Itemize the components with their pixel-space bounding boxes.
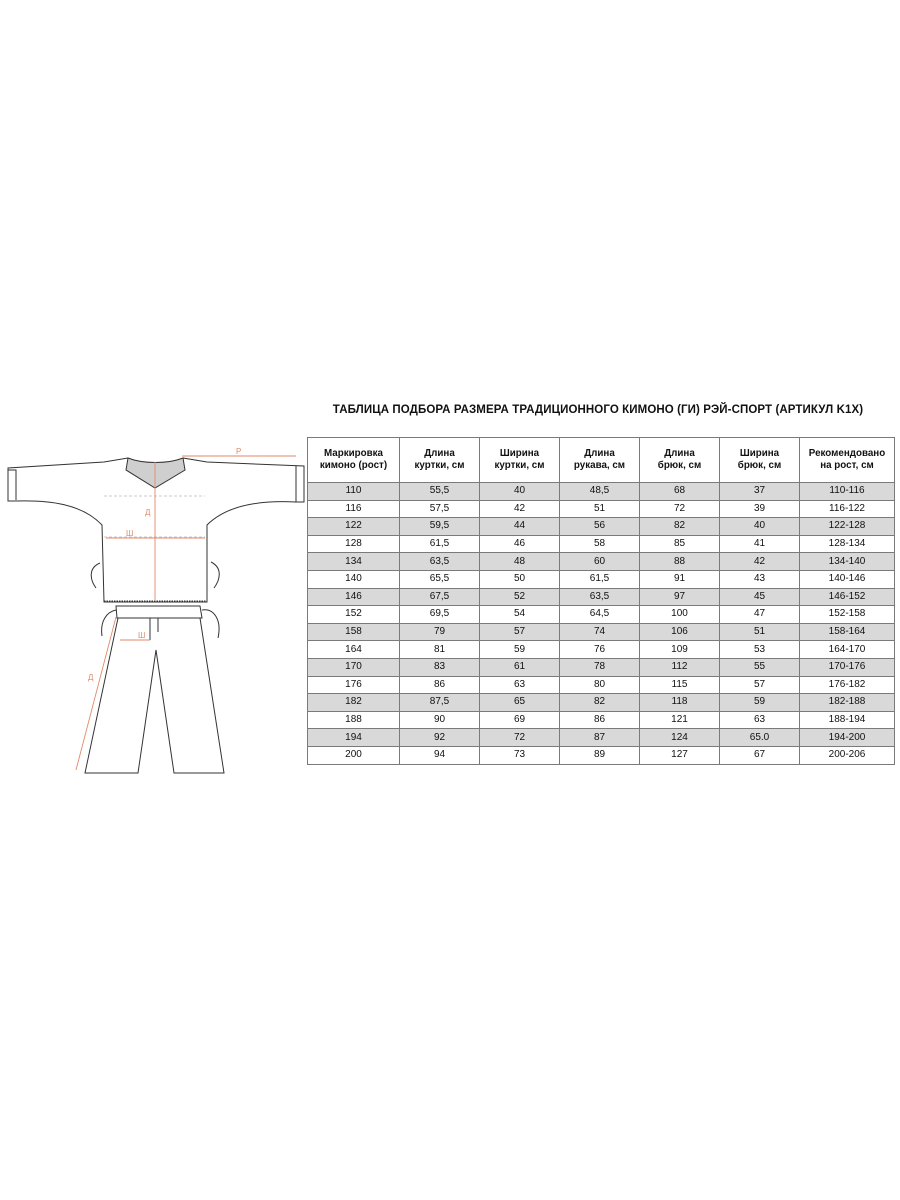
table-cell: 88 — [640, 553, 720, 571]
table-cell: 80 — [560, 676, 640, 694]
sleeve-dimension-label: Р — [236, 447, 242, 456]
table-cell: 87 — [560, 729, 640, 747]
column-header — [400, 438, 480, 483]
table-cell: 81 — [400, 641, 480, 659]
column-header-line: брюк, см — [657, 460, 702, 471]
table-cell: 200-206 — [800, 746, 895, 764]
column-header-line: Рекомендовано — [808, 448, 886, 459]
table-cell: 45 — [720, 588, 800, 606]
table-cell: 55 — [720, 658, 800, 676]
table-cell: 43 — [720, 570, 800, 588]
table-cell: 40 — [720, 518, 800, 536]
table-cell: 158-164 — [800, 623, 895, 641]
table-cell: 76 — [560, 641, 640, 659]
table-row — [308, 623, 895, 641]
table-cell: 65.0 — [720, 729, 800, 747]
table-cell: 63 — [480, 676, 560, 694]
table-cell: 78 — [560, 658, 640, 676]
table-cell: 90 — [400, 711, 480, 729]
table-cell: 188-194 — [800, 711, 895, 729]
table-cell: 85 — [640, 535, 720, 553]
table-cell: 176-182 — [800, 676, 895, 694]
table-cell: 61,5 — [560, 570, 640, 588]
column-header — [560, 438, 640, 483]
table-cell: 51 — [720, 623, 800, 641]
column-header-line: куртки, см — [494, 460, 545, 471]
size-table-body — [308, 483, 895, 765]
table-cell: 194-200 — [800, 729, 895, 747]
table-cell: 182-188 — [800, 694, 895, 712]
table-cell: 48 — [480, 553, 560, 571]
table-cell: 124 — [640, 729, 720, 747]
table-cell: 63,5 — [560, 588, 640, 606]
table-cell: 68 — [640, 483, 720, 501]
table-cell: 89 — [560, 746, 640, 764]
pants-length-label: Д — [88, 673, 94, 682]
table-cell: 127 — [640, 746, 720, 764]
table-row — [308, 729, 895, 747]
table-cell: 134-140 — [800, 553, 895, 571]
table-cell: 63 — [720, 711, 800, 729]
table-cell: 109 — [640, 641, 720, 659]
table-cell: 63,5 — [400, 553, 480, 571]
table-cell: 56 — [560, 518, 640, 536]
column-header-line: Маркировка — [324, 448, 383, 459]
table-row — [308, 518, 895, 536]
table-cell: 40 — [480, 483, 560, 501]
column-header-line: Длина — [664, 448, 695, 459]
table-cell: 47 — [720, 606, 800, 624]
table-cell: 57,5 — [400, 500, 480, 518]
table-cell: 188 — [308, 711, 400, 729]
table-cell: 194 — [308, 729, 400, 747]
table-cell: 87,5 — [400, 694, 480, 712]
table-cell: 61 — [480, 658, 560, 676]
table-cell: 65,5 — [400, 570, 480, 588]
table-cell: 134 — [308, 553, 400, 571]
table-cell: 74 — [560, 623, 640, 641]
table-cell: 115 — [640, 676, 720, 694]
column-header-line: на рост, см — [820, 460, 874, 471]
table-cell: 41 — [720, 535, 800, 553]
table-cell: 52 — [480, 588, 560, 606]
table-cell: 59 — [720, 694, 800, 712]
table-cell: 48,5 — [560, 483, 640, 501]
column-header-line: брюк, см — [737, 460, 782, 471]
table-cell: 67,5 — [400, 588, 480, 606]
table-cell: 60 — [560, 553, 640, 571]
page-title: ТАБЛИЦА ПОДБОРА РАЗМЕРА ТРАДИЦИОННОГО КИМОНО (ГИ) РЭЙ-СПОРТ (АРТИКУЛ K1X) — [332, 404, 864, 416]
table-cell: 39 — [720, 500, 800, 518]
table-cell: 116-122 — [800, 500, 895, 518]
table-row — [308, 676, 895, 694]
column-header-line: куртки, см — [414, 460, 465, 471]
table-row — [308, 500, 895, 518]
table-cell: 55,5 — [400, 483, 480, 501]
table-cell: 128 — [308, 535, 400, 553]
table-cell: 158 — [308, 623, 400, 641]
column-header — [800, 438, 895, 483]
table-cell: 146-152 — [800, 588, 895, 606]
table-cell: 50 — [480, 570, 560, 588]
table-cell: 121 — [640, 711, 720, 729]
column-header-line: Длина — [424, 448, 455, 459]
table-cell: 79 — [400, 623, 480, 641]
column-header-line: рукава, см — [573, 460, 626, 471]
table-row — [308, 553, 895, 571]
table-cell: 170-176 — [800, 658, 895, 676]
table-cell: 146 — [308, 588, 400, 606]
table-row — [308, 483, 895, 501]
table-cell: 110 — [308, 483, 400, 501]
table-cell: 72 — [640, 500, 720, 518]
table-cell: 42 — [720, 553, 800, 571]
table-cell: 82 — [640, 518, 720, 536]
table-cell: 122 — [308, 518, 400, 536]
table-cell: 86 — [560, 711, 640, 729]
jacket-length-label: Д — [145, 508, 151, 517]
table-row — [308, 694, 895, 712]
table-cell: 64,5 — [560, 606, 640, 624]
table-cell: 58 — [560, 535, 640, 553]
table-cell: 69 — [480, 711, 560, 729]
table-cell: 182 — [308, 694, 400, 712]
table-row — [308, 570, 895, 588]
table-cell: 57 — [720, 676, 800, 694]
column-header-line: Ширина — [739, 448, 780, 459]
column-header — [720, 438, 800, 483]
column-header-line: Ширина — [499, 448, 540, 459]
table-row — [308, 746, 895, 764]
column-header-line: кимоно (рост) — [319, 460, 388, 471]
table-cell: 112 — [640, 658, 720, 676]
size-table — [307, 437, 895, 765]
table-cell: 128-134 — [800, 535, 895, 553]
table-cell: 44 — [480, 518, 560, 536]
pants-width-label: Ш — [138, 631, 146, 640]
table-cell: 51 — [560, 500, 640, 518]
table-cell: 82 — [560, 694, 640, 712]
table-cell: 46 — [480, 535, 560, 553]
kimono-diagram — [0, 440, 310, 790]
table-row — [308, 641, 895, 659]
table-cell: 72 — [480, 729, 560, 747]
column-header — [480, 438, 560, 483]
table-cell: 122-128 — [800, 518, 895, 536]
table-cell: 91 — [640, 570, 720, 588]
table-cell: 61,5 — [400, 535, 480, 553]
table-cell: 53 — [720, 641, 800, 659]
table-cell: 73 — [480, 746, 560, 764]
table-cell: 140-146 — [800, 570, 895, 588]
table-cell: 37 — [720, 483, 800, 501]
table-cell: 140 — [308, 570, 400, 588]
table-cell: 97 — [640, 588, 720, 606]
table-cell: 152 — [308, 606, 400, 624]
table-cell: 67 — [720, 746, 800, 764]
size-table-header — [308, 438, 895, 483]
table-cell: 86 — [400, 676, 480, 694]
column-header-line: Длина — [584, 448, 615, 459]
table-cell: 110-116 — [800, 483, 895, 501]
table-cell: 92 — [400, 729, 480, 747]
table-cell: 59 — [480, 641, 560, 659]
table-cell: 164-170 — [800, 641, 895, 659]
table-cell: 118 — [640, 694, 720, 712]
table-cell: 170 — [308, 658, 400, 676]
jacket-width-label: Ш — [126, 529, 134, 538]
table-cell: 42 — [480, 500, 560, 518]
table-cell: 54 — [480, 606, 560, 624]
table-cell: 94 — [400, 746, 480, 764]
table-cell: 83 — [400, 658, 480, 676]
table-row — [308, 658, 895, 676]
pants-drawing — [85, 606, 224, 773]
table-cell: 59,5 — [400, 518, 480, 536]
table-row — [308, 588, 895, 606]
column-header — [308, 438, 400, 483]
table-row — [308, 535, 895, 553]
table-cell: 200 — [308, 746, 400, 764]
table-cell: 106 — [640, 623, 720, 641]
table-cell: 69,5 — [400, 606, 480, 624]
table-cell: 116 — [308, 500, 400, 518]
jacket-drawing — [8, 458, 304, 602]
table-cell: 57 — [480, 623, 560, 641]
table-row — [308, 711, 895, 729]
table-cell: 100 — [640, 606, 720, 624]
table-row — [308, 606, 895, 624]
table-cell: 152-158 — [800, 606, 895, 624]
table-cell: 176 — [308, 676, 400, 694]
column-header — [640, 438, 720, 483]
table-cell: 164 — [308, 641, 400, 659]
table-cell: 65 — [480, 694, 560, 712]
